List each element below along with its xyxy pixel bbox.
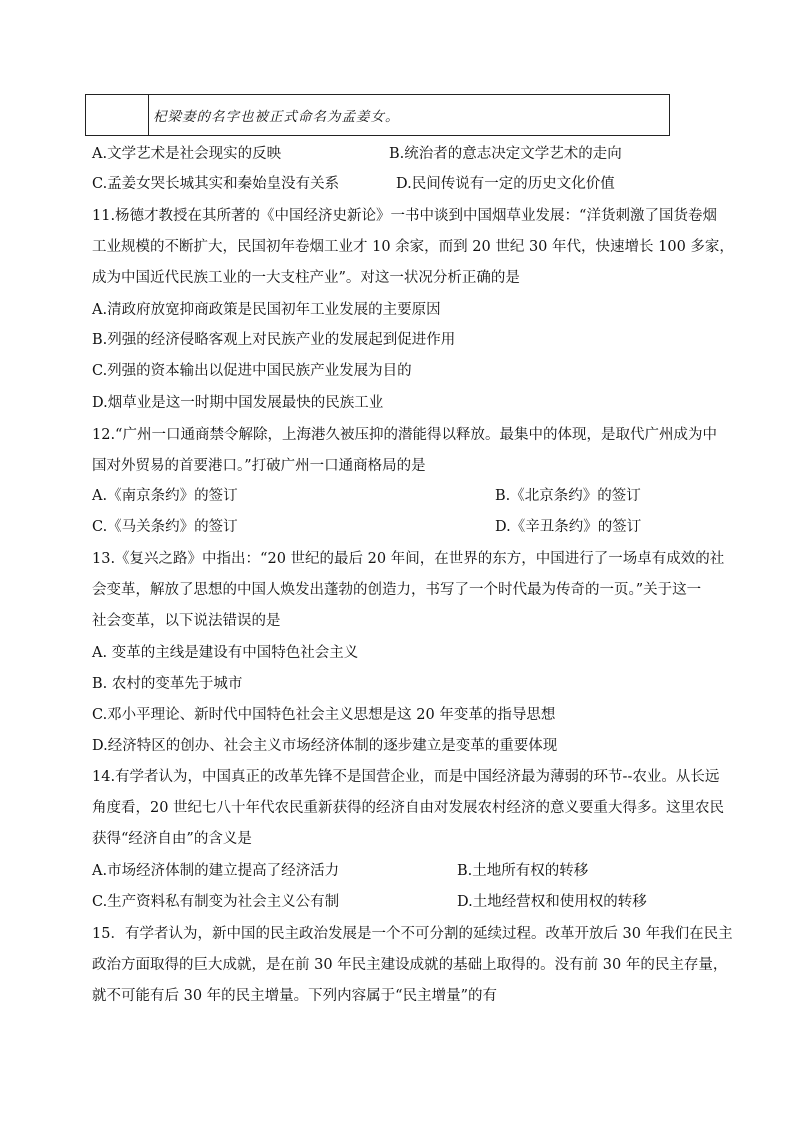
q11-stem-line-1: 11.杨德才教授在其所著的《中国经济史新论》一书中谈到中国烟草业发展：“洋货刺激了国货卷烟 [92,208,717,224]
q12-option-c: C.《马关条约》的签订 [92,519,238,535]
q14-option-b: B.土地所有权的转移 [457,863,589,879]
q11-stem-line-2: 工业规模的不断扩大，民国初年卷烟工业才 10 余家，而到 20 世纪 30 年代，快速增长 100 多家， [92,239,734,255]
q12-stem-line-1: 12.“广州一口通商禁令解除，上海港久被压抑的潜能得以释放。最集中的体现，是取代广州成为中 [92,427,717,443]
q13-option-a: A. 变革的主线是建设有中国特色社会主义 [92,645,359,661]
q11-option-c: C.列强的资本输出以促进中国民族产业发展为目的 [92,363,412,379]
q12-option-b: B.《北京条约》的签订 [495,488,641,504]
q14-option-a: A.市场经济体制的建立提高了经济活力 [92,863,340,879]
q15-stem-line-1: 15．有学者认为，新中国的民主政治发展是一个不可分割的延续过程。改革开放后 30 年我们在民主 [92,926,733,942]
table-fragment [85,94,670,136]
q13-option-d: D.经济特区的创办、社会主义市场经济体制的逐步建立是变革的重要体现 [92,738,558,754]
q13-option-b: B. 农村的变革先于城市 [92,676,243,692]
q10-option-c: C.孟姜女哭长城其实和秦始皇没有关系 [92,176,340,192]
q14-stem-line-3: 获得“经济自由”的含义是 [92,831,252,847]
q13-stem-line-1: 13.《复兴之路》中指出：“20 世纪的最后 20 年间，在世界的东方，中国进行了一场卓有成效的社 [92,551,725,567]
q10-option-d: D.民间传说有一定的历史文化价值 [396,176,615,192]
q13-option-c: C.邓小平理论、新时代中国特色社会主义思想是这 20 年变革的指导思想 [92,707,556,723]
q11-option-d: D.烟草业是这一时期中国发展最快的民族工业 [92,395,384,411]
q15-stem-line-2: 政治方面取得的巨大成就，是在前 30 年民主建设成就的基础上取得的。没有前 30 年的民主存量， [92,957,728,973]
q11-option-a: A.清政府放宽抑商政策是民国初年工业发展的主要原因 [92,302,441,318]
table-text-cell: 杞梁妻的名字也被正式命名为孟姜女。 [153,109,400,125]
q14-stem-line-2: 角度看，20 世纪七八十年代农民重新获得的经济自由对发展农村经济的意义要重大得多。这里农民 [92,800,725,816]
q14-option-c: C.生产资料私有制变为社会主义公有制 [92,894,340,910]
q15-stem-line-3: 就不可能有后 30 年的民主增量。下列内容属于“民主增量”的有 [92,988,497,1004]
q13-stem-line-3: 社会变革，以下说法错误的是 [92,613,281,629]
q10-option-a: A.文学艺术是社会现实的反映 [92,146,282,162]
q12-stem-line-2: 国对外贸易的首要港口。”打破广州一口通商格局的是 [92,458,426,474]
q11-option-b: B.列强的经济侵略客观上对民族产业的发展起到促进作用 [92,332,456,348]
q14-stem-line-1: 14.有学者认为，中国真正的改革先锋不是国营企业，而是中国经济最为薄弱的环节--农业。从长远 [92,769,720,785]
q12-option-a: A.《南京条约》的签订 [92,488,238,504]
table-empty-cell [86,95,149,135]
q10-option-b: B.统治者的意志决定文学艺术的走向 [389,146,622,162]
q14-option-d: D.土地经营权和使用权的转移 [457,894,647,910]
q13-stem-line-2: 会变革，解放了思想的中国人焕发出蓬勃的创造力，书写了一个时代最为传奇的一页。”关于这一 [92,582,702,598]
q11-stem-line-3: 成为中国近代民族工业的一大支柱产业”。对这一状况分析正确的是 [92,270,520,286]
q12-option-d: D.《辛丑条约》的签订 [495,519,642,535]
